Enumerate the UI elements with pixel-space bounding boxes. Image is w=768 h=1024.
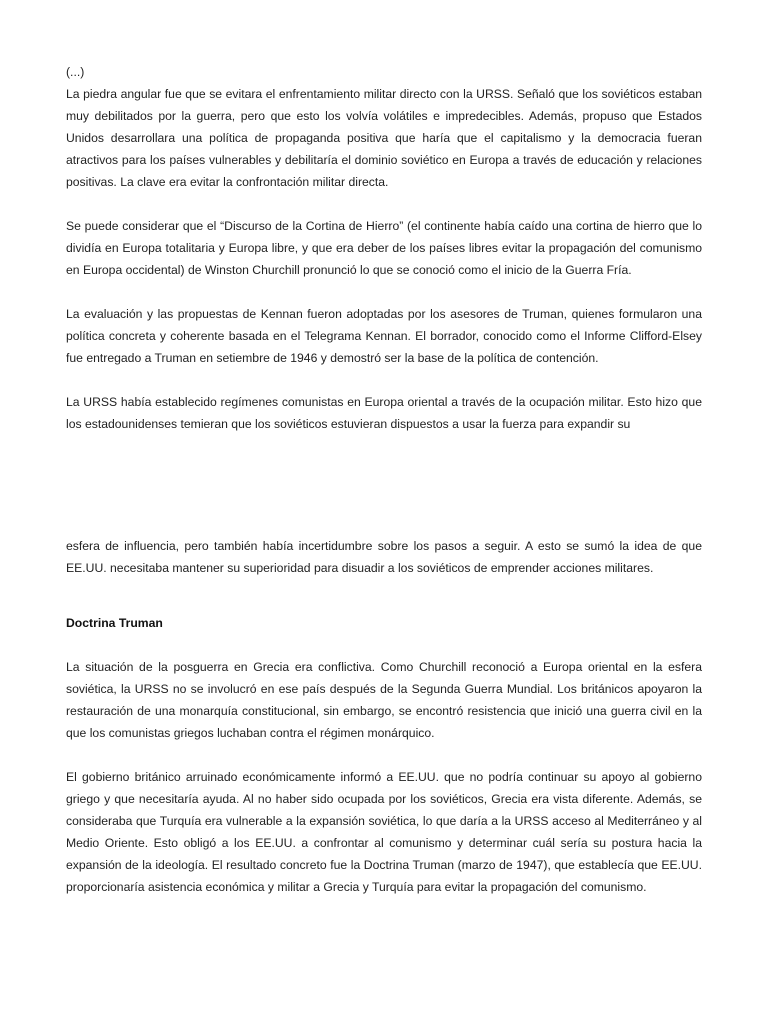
page-break-gap <box>66 435 702 535</box>
paragraph-iron-curtain: Se puede considerar que el “Discurso de la Cortina de Hierro” (el continente había caído una cortina de hierro que lo dividía en Europa totalitaria y Europa libre, y que era deber de los países libres evitar la propagación del comunismo en Europa occidental) de Winston Churchill pronunció lo que se conoció como el inicio de la Guerra Fría. <box>66 219 702 277</box>
paragraph-british-government: El gobierno británico arruinado económicamente informó a EE.UU. que no podría continuar su apoyo al gobierno griego y que necesitaría ayuda. Al no haber sido ocupada por los soviéticos, Grecia era vista diferente. Además, se consideraba que Turquía era vulnerable a la expansión soviética, lo que daría a la URSS acceso al Mediterráneo y al Medio Oriente. Esto obligó a los EE.UU. a confrontar al comunismo y determinar cuál sería su postura hacia la expansión de la ideología. El resultado concreto fue la Doctrina Truman (marzo de 1947), que establecía que EE.UU. proporcionaría asistencia económica y militar a Grecia y Turquía para evitar la propagación del comunismo. <box>66 770 702 894</box>
paragraph-greece-postwar: La situación de la posguerra en Grecia era conflictiva. Como Churchill reconoció a Europa oriental en la esfera soviética, la URSS no se involucró en ese país después de la Segunda Guerra Mundial. Los británicos apoyaron la restauración de una monarquía constitucional, sin embargo, se encontró resistencia que inició una guerra civil en la que los comunistas griegos luchaban contra el régimen monárquico. <box>66 660 702 740</box>
paragraph-kennan-cornerstone: La piedra angular fue que se evitara el enfrentamiento militar directo con la URSS. Señaló que los soviéticos estaban muy debilitados por la guerra, pero que esto los volvía volátiles e impredecibles. Además, propuso que Estados Unidos desarrollara una política de propaganda positiva que haría que el capitalismo y la democracia fueran atractivos para los países vulnerables y debilitaría el dominio soviético en Europa a través de educación y relaciones positivas. La clave era evitar la confrontación militar directa. <box>66 87 702 189</box>
paragraph-sphere-influence: esfera de influencia, pero también había incertidumbre sobre los pasos a seguir. A esto se sumó la idea de que EE.UU. necesitaba mantener su superioridad para disuadir a los soviéticos de emprender acciones militares. <box>66 539 702 575</box>
document-page <box>66 61 702 898</box>
ellipsis-marker: (...) <box>66 65 85 79</box>
paragraph-clifford-elsey: La evaluación y las propuestas de Kennan fueron adoptadas por los asesores de Truman, quienes formularon una política concreta y coherente basada en el Telegrama Kennan. El borrador, conocido como el Informe Clifford-Elsey fue entregado a Truman en setiembre de 1946 y demostró ser la base de la política de contención. <box>66 307 702 365</box>
section-heading-doctrina-truman: Doctrina Truman <box>66 616 163 630</box>
paragraph-ussr-regimes: La URSS había establecido regímenes comunistas en Europa oriental a través de la ocupación militar. Esto hizo que los estadounidenses temieran que los soviéticos estuvieran dispuestos a usar la fuerza para expandir su <box>66 395 702 431</box>
